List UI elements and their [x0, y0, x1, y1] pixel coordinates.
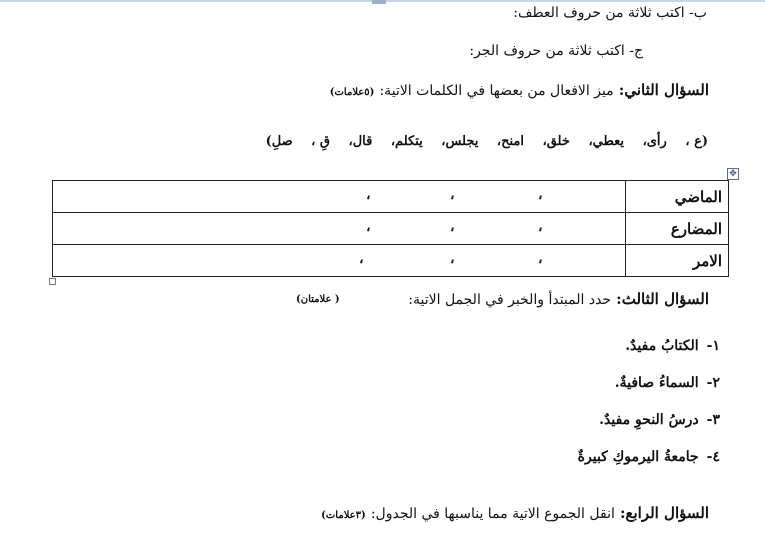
q2-marks: (٥علامات): [329, 87, 375, 98]
list-item: [420, 338, 720, 375]
q4-heading: [321, 503, 709, 522]
word-item: قال،: [348, 134, 373, 149]
item-number: ٣-: [706, 412, 720, 428]
item-number: ٤-: [706, 449, 720, 465]
comma: ،: [538, 187, 543, 203]
q2-heading: [330, 80, 709, 99]
q4-title: السؤال الرابع:: [619, 504, 709, 522]
table-row: [53, 181, 729, 213]
item-number: ١-: [706, 338, 720, 354]
move-handle-icon[interactable]: ✥: [727, 168, 739, 180]
word-item: خلق،: [542, 134, 570, 149]
item-text: درسُ النحوِ مفيدٌ.: [599, 412, 699, 428]
table-resize-handle[interactable]: [49, 278, 56, 285]
question-b-line: ب- اكتب ثلاثة من حروف العطف:: [513, 5, 707, 21]
comma: ،: [538, 219, 543, 235]
q4-text: انقل الجموع الاتية مما يناسبها في الجدول:: [370, 506, 615, 522]
comma: ،: [450, 251, 455, 267]
comma: ،: [366, 187, 371, 203]
table-row: [53, 245, 729, 277]
q3-heading: [408, 289, 709, 308]
q2-title: السؤال الثاني:: [618, 81, 709, 99]
word-item: امنح،: [496, 134, 524, 149]
comma: ،: [450, 219, 455, 235]
q2-word-list: [265, 134, 708, 149]
table-row: [53, 213, 729, 245]
item-text: الكتابُ مفيدٌ.: [625, 338, 699, 354]
list-item: [420, 375, 720, 412]
word-item: يتكلم،: [390, 134, 423, 149]
q3-marks: ( علامتان): [296, 294, 340, 305]
list-item: [420, 412, 720, 449]
q2-text: ميز الافعال من بعضها في الكلمات الاتية:: [379, 83, 614, 99]
table-cell[interactable]: [53, 245, 626, 277]
word-item: يجلس،: [441, 134, 479, 149]
row-label[interactable]: الامر: [626, 245, 729, 277]
row-label[interactable]: الماضي: [626, 181, 729, 213]
ruler-marker: [372, 0, 386, 4]
q3-text: حدد المبتدأ والخبر في الجمل الاتية:: [408, 292, 612, 308]
word-item: قِ ،: [311, 134, 330, 149]
comma: ،: [359, 251, 364, 267]
word-item: يعطي،: [588, 134, 625, 149]
question-j-line: ج- اكتب ثلاثة من حروف الجر:: [469, 43, 643, 59]
word-item: صلِ): [265, 134, 293, 149]
item-text: السماءُ صافيةٌ.: [614, 375, 699, 391]
q4-marks: (٣علامات): [321, 510, 366, 521]
comma: ،: [366, 219, 371, 235]
table-cell[interactable]: [53, 181, 626, 213]
item-text: جامعةُ اليرموكِ كبيرةٌ: [577, 449, 699, 465]
comma: ،: [538, 251, 543, 267]
q3-sentence-list: [420, 338, 720, 486]
word-item: (ع ،: [685, 134, 708, 149]
table-cell[interactable]: [53, 213, 626, 245]
row-label[interactable]: المضارع: [626, 213, 729, 245]
verbs-table: [52, 180, 729, 277]
q3-title: السؤال الثالث:: [616, 290, 709, 308]
item-number: ٢-: [706, 375, 720, 391]
word-item: رأى،: [642, 134, 667, 149]
list-item: [420, 449, 720, 486]
comma: ،: [450, 187, 455, 203]
